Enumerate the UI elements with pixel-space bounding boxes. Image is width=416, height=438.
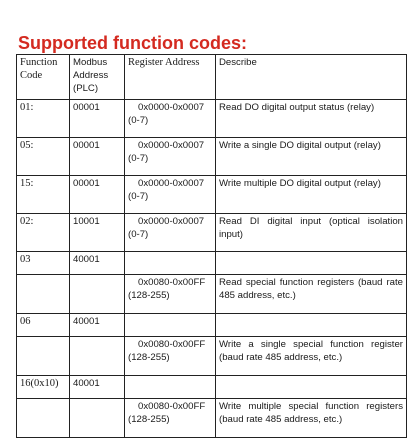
register-decimal-range: (0-7) (128, 153, 149, 164)
register-decimal-range: (0-7) (128, 115, 149, 126)
function-code-cell: 03 (17, 252, 70, 275)
table-row (17, 399, 407, 438)
empty-cell (125, 314, 216, 337)
function-code-cell: 16(0x10) (17, 376, 70, 399)
register-address-cell (125, 138, 216, 176)
empty-cell (17, 275, 70, 314)
register-range: 0x0000-0x0007 (138, 102, 205, 113)
function-code-cell: 02: (17, 214, 70, 252)
register-address-cell (125, 337, 216, 376)
register-range: 0x0000-0x0007 (138, 140, 205, 151)
register-range: 0x0080-0x00FF (138, 277, 206, 288)
table-row (17, 138, 407, 176)
table-row (17, 176, 407, 214)
describe-cell: Read DO digital output status (relay) (216, 100, 407, 138)
header-describe: Describe (216, 55, 407, 100)
describe-cell: Read special function registers (baud rate 485 address, etc.) (216, 275, 407, 314)
function-code-cell: 06 (17, 314, 70, 337)
table-row (17, 100, 407, 138)
empty-cell (17, 337, 70, 376)
modbus-address-cell: 00001 (70, 138, 125, 176)
modbus-address-cell: 40001 (70, 376, 125, 399)
modbus-address-cell: 00001 (70, 100, 125, 138)
register-range: 0x0080-0x00FF (138, 401, 206, 412)
register-range: 0x0000-0x0007 (138, 178, 205, 189)
register-range: 0x0080-0x00FF (138, 339, 206, 350)
empty-cell (125, 376, 216, 399)
empty-cell (216, 376, 407, 399)
table-row (17, 275, 407, 314)
function-code-cell: 05: (17, 138, 70, 176)
modbus-address-cell: 10001 (70, 214, 125, 252)
header-register-address: Register Address (125, 55, 216, 100)
table-row (17, 214, 407, 252)
describe-cell: Read DI digital input (optical isolation input) (216, 214, 407, 252)
register-address-cell (125, 399, 216, 438)
register-decimal-range: (128-255) (128, 414, 170, 425)
modbus-address-cell: 40001 (70, 252, 125, 275)
empty-cell (216, 252, 407, 275)
modbus-address-cell: 00001 (70, 176, 125, 214)
table-header-row (17, 55, 407, 100)
empty-cell (70, 399, 125, 438)
table-row (17, 314, 407, 337)
empty-cell (125, 252, 216, 275)
table-row (17, 337, 407, 376)
function-codes-table (16, 54, 407, 438)
register-address-cell (125, 176, 216, 214)
describe-cell: Write a single DO digital output (relay) (216, 138, 407, 176)
register-decimal-range: (128-255) (128, 352, 170, 363)
describe-cell: Write a single special function register (baud rate 485 address, etc.) (216, 337, 407, 376)
register-address-cell (125, 214, 216, 252)
register-decimal-range: (128-255) (128, 290, 170, 301)
register-decimal-range: (0-7) (128, 191, 149, 202)
describe-cell: Write multiple special function registers (baud rate 485 address, etc.) (216, 399, 407, 438)
register-address-cell (125, 100, 216, 138)
empty-cell (70, 337, 125, 376)
empty-cell (216, 314, 407, 337)
table-row (17, 252, 407, 275)
function-code-cell: 15: (17, 176, 70, 214)
register-address-cell (125, 275, 216, 314)
header-function-code: Function Code (17, 55, 70, 100)
function-code-cell: 01: (17, 100, 70, 138)
page-title: Supported function codes: (18, 33, 247, 53)
table-row (17, 376, 407, 399)
register-range: 0x0000-0x0007 (138, 216, 205, 227)
modbus-address-cell: 40001 (70, 314, 125, 337)
header-modbus-address: Modbus Address (PLC) (70, 55, 125, 100)
register-decimal-range: (0-7) (128, 229, 149, 240)
empty-cell (70, 275, 125, 314)
describe-cell: Write multiple DO digital output (relay) (216, 176, 407, 214)
empty-cell (17, 399, 70, 438)
